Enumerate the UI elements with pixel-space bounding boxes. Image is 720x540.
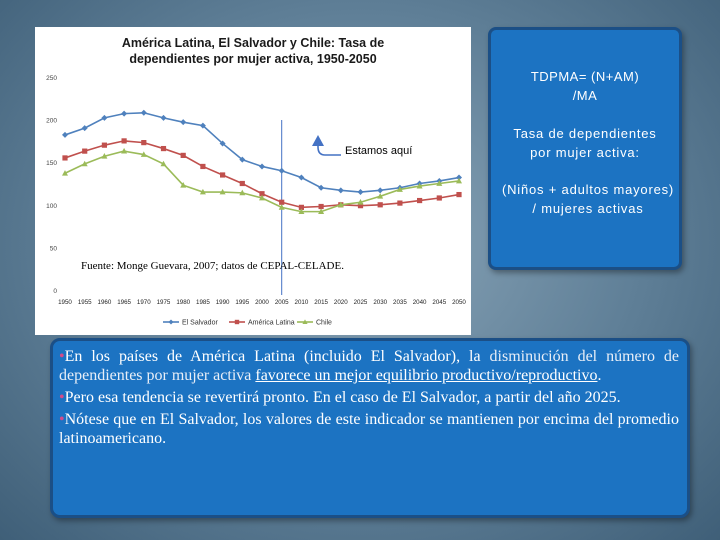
data-point — [319, 204, 324, 209]
data-point — [338, 187, 344, 193]
data-point — [358, 189, 364, 195]
data-point — [318, 185, 324, 191]
x-tick-label: 1955 — [77, 299, 92, 306]
y-tick-label: 100 — [46, 202, 57, 210]
rate-line1: Tasa de dependientes — [513, 126, 657, 141]
data-point — [161, 146, 166, 151]
annotation-label: Estamos aquí — [345, 145, 413, 157]
x-tick-label: 2025 — [353, 299, 368, 306]
x-tick-label: 1965 — [117, 299, 131, 306]
legend-marker — [169, 320, 174, 325]
x-tick-label: 2045 — [432, 299, 447, 306]
formula — [491, 67, 679, 105]
chart-title — [35, 35, 471, 67]
data-point — [298, 175, 304, 181]
x-tick-label: 1990 — [215, 299, 230, 306]
data-point — [180, 119, 186, 125]
x-tick-label: 2005 — [274, 299, 289, 306]
x-tick-label: 1950 — [58, 299, 72, 306]
data-point — [259, 163, 265, 169]
text-box — [50, 338, 690, 518]
x-tick-label: 2035 — [393, 299, 407, 306]
data-point — [417, 198, 422, 203]
x-tick-label: 2030 — [373, 299, 388, 306]
paragraph-1 — [59, 347, 679, 385]
p1-part-a: En los países de América Latina (incluido El Salvador), la — [64, 348, 490, 365]
chart-title-line1: América Latina, El Salvador y Chile: Tasa de — [121, 36, 385, 50]
y-tick-label: 50 — [49, 245, 57, 253]
bullet-1: • — [59, 348, 65, 365]
data-point — [121, 111, 127, 117]
x-tick-label: 1970 — [136, 299, 151, 306]
data-point — [456, 192, 461, 197]
data-point — [101, 115, 107, 121]
data-point — [397, 200, 402, 205]
y-tick-label: 200 — [46, 117, 57, 125]
p1-period: . — [597, 367, 602, 384]
data-point — [82, 125, 88, 131]
data-point — [181, 153, 186, 158]
p3-text: Nótese que en El Salvador, los valores de este indicador se mantienen por encima del promedio latinoamericano. — [59, 411, 679, 447]
data-point — [240, 181, 245, 186]
data-point — [437, 195, 442, 200]
chart-title-line2: dependientes por mujer activa, 1950-2050 — [129, 52, 377, 66]
data-point — [279, 168, 285, 174]
x-tick-label: 1995 — [235, 299, 250, 306]
data-point — [141, 140, 146, 145]
x-tick-label: 2010 — [294, 299, 309, 306]
paragraph-2 — [59, 388, 679, 407]
x-tick-label: 2000 — [255, 299, 269, 306]
x-tick-label: 2040 — [412, 299, 427, 306]
p1-underlined: favorece un mejor equilibrio productivo/reproductivo — [255, 367, 598, 384]
x-tick-label: 2015 — [314, 299, 328, 306]
annotation-arrow-head — [312, 135, 324, 146]
x-tick-label: 1960 — [97, 299, 112, 306]
p2-text: Pero esa tendencia se revertirá pronto. En el caso de El Salvador, a partir del año 2025. — [64, 389, 621, 406]
x-tick-label: 2020 — [333, 299, 348, 306]
x-tick-label: 2050 — [452, 299, 466, 306]
data-point — [279, 200, 284, 205]
rate-definition: (Niños + adultos mayores) / mujeres activas — [501, 182, 675, 216]
x-tick-label: 1975 — [156, 299, 171, 306]
paragraph-3 — [59, 410, 679, 448]
bullet-2: • — [59, 389, 65, 406]
chart-panel — [35, 27, 471, 335]
legend-label: Chile — [316, 319, 332, 327]
info-box — [488, 27, 682, 270]
line-chart — [35, 27, 471, 335]
rate-title — [491, 124, 679, 162]
rate-line2: por mujer activa: — [530, 145, 640, 160]
y-tick-label: 250 — [46, 75, 57, 82]
data-point — [200, 164, 205, 169]
y-tick-label: 150 — [46, 160, 57, 168]
data-point — [62, 155, 67, 160]
y-tick-label: 0 — [53, 288, 57, 295]
bullet-3: • — [59, 411, 65, 428]
legend-marker — [235, 320, 239, 324]
x-tick-label: 1985 — [196, 299, 210, 306]
data-point — [378, 202, 383, 207]
data-point — [102, 143, 107, 148]
data-point — [62, 132, 68, 138]
data-point — [220, 172, 225, 177]
data-point — [82, 149, 87, 154]
p1-highlight: disminución del número de dependientes por mujer activa — [59, 348, 679, 384]
x-tick-label: 1980 — [176, 299, 191, 306]
data-point — [141, 110, 147, 116]
data-point — [122, 138, 127, 143]
data-point — [377, 187, 383, 193]
formula-line1: TDPMA= (N+AM) — [530, 69, 640, 84]
legend-label: El Salvador — [182, 319, 218, 327]
chart-source: Fuente: Monge Guevara, 2007; datos de CEPAL-CELADE. — [81, 260, 344, 272]
formula-line2: /MA — [572, 88, 598, 103]
data-point — [161, 115, 167, 121]
legend-label: América Latina — [248, 319, 295, 327]
